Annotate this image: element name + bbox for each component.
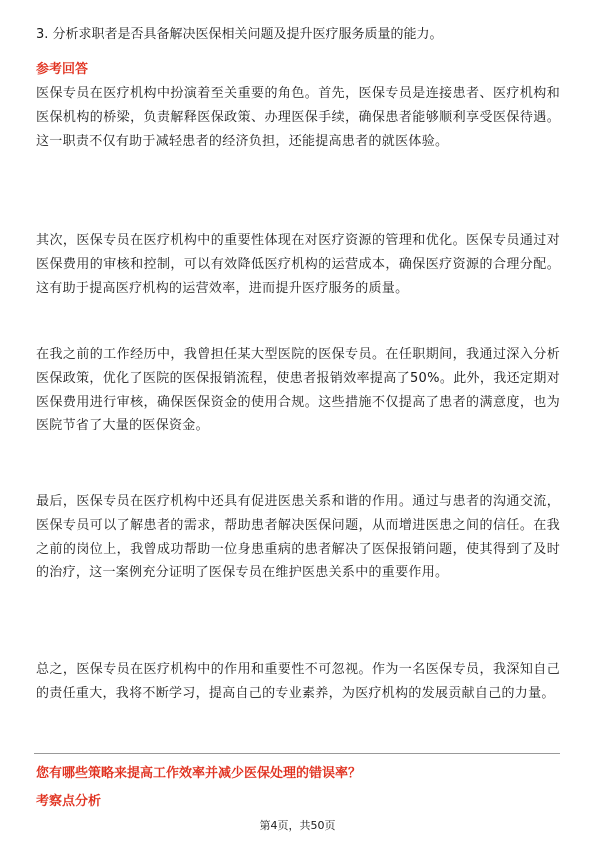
page-number-footer: 第4页，共50页 [259, 819, 336, 832]
answer-paragraph: 在我之前的工作经历中，我曾担任某大型医院的医保专员。在任职期间，我通过深入分析医保政策，优化了医院的医保报销流程，使患者报销效率提高了50%。此外，我还定期对医保费用进行审核，确保医保资金的使用合规。这些措施不仅提高了患者的满意度，也为医院节省了大量的医保资金。 [36, 347, 560, 434]
analysis-label: 考察点分析 [36, 794, 102, 809]
question-text: 分析求职者是否具备解决医保相关问题及提升医疗服务质量的能力。 [52, 27, 443, 42]
question-heading [36, 24, 566, 46]
next-question-heading: 您有哪些策略来提高工作效率并减少医保处理的错误率？ [36, 766, 362, 781]
answer-paragraph: 最后，医保专员在医疗机构中还具有促进医患关系和谐的作用。通过与患者的沟通交流，医保专员可以了解患者的需求，帮助患者解决医保问题，从而增进医患之间的信任。在我之前的岗位上，我曾成功帮助一位身患重病的患者解决了医保报销问题，使其得到了及时的治疗，这一案例充分证明了医保专员在维护医患关系中的重要作用。 [36, 494, 560, 581]
answer-paragraph: 其次，医保专员在医疗机构中的重要性体现在对医疗资源的管理和优化。医保专员通过对医保费用的审核和控制，可以有效降低医疗机构的运营成本，确保医疗资源的合理分配。这有助于提高医疗机构的运营效率，进而提升医疗服务的质量。 [36, 233, 560, 296]
answer-paragraph: 总之，医保专员在医疗机构中的作用和重要性不可忽视。作为一名医保专员，我深知自己的责任重大，我将不断学习，提高自己的专业素养，为医疗机构的发展贡献自己的力量。 [36, 662, 560, 701]
question-number: 3. [36, 27, 49, 42]
section-divider [34, 753, 560, 754]
reference-answer-label: 参考回答 [36, 62, 89, 77]
answer-paragraph: 医保专员在医疗机构中扮演着至关重要的角色。首先，医保专员是连接患者、医疗机构和医保机构的桥梁，负责解释医保政策、办理医保手续，确保患者能够顺利享受医保待遇。这一职责不仅有助于减轻患者的经济负担，还能提高患者的就医体验。 [36, 86, 560, 149]
